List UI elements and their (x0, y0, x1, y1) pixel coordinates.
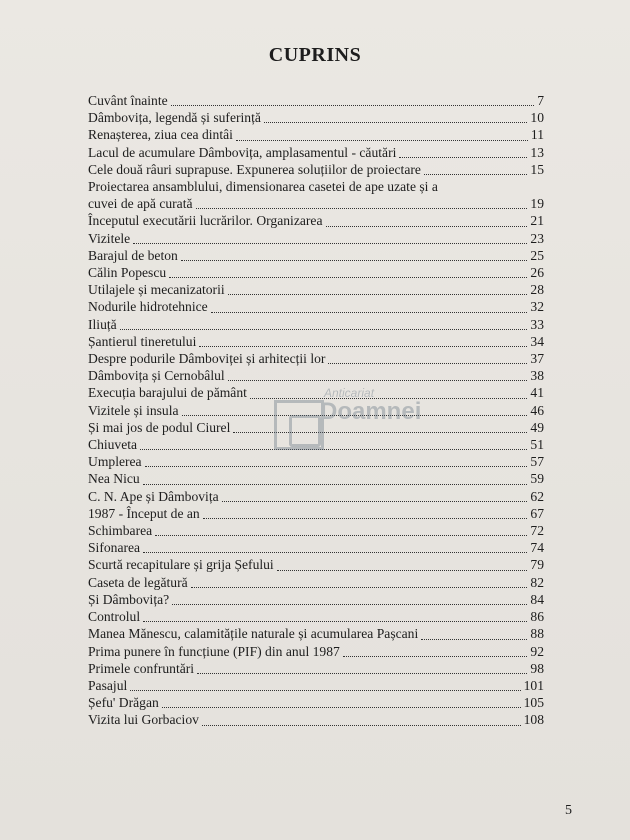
toc-entry-page: 7 (537, 93, 544, 108)
dot-leader (343, 656, 528, 657)
toc-entry (88, 711, 544, 728)
toc-entry (88, 178, 544, 212)
dot-leader (143, 552, 527, 553)
dot-leader (155, 535, 527, 536)
toc-entry-title: Despre podurile Dâmboviței și arhitecții lor (88, 351, 326, 367)
toc-entry-title-line1: Proiectarea ansamblului, dimensionarea casetei de ape uzate și a (88, 179, 438, 195)
toc-entry (88, 281, 544, 298)
toc-entry (88, 694, 544, 711)
dot-leader (228, 380, 528, 381)
dot-leader (236, 140, 528, 141)
dot-leader (211, 312, 528, 313)
page-number: 5 (565, 803, 572, 818)
toc-entry (88, 316, 544, 333)
toc-entry-page: 21 (530, 213, 544, 229)
toc-entry (88, 488, 544, 505)
toc-entry-page: 57 (530, 454, 544, 470)
toc-entry-title: C. N. Ape și Dâmbovița (88, 488, 219, 504)
toc-entry-page: 108 (523, 712, 544, 728)
page-title: CUPRINS (268, 44, 362, 66)
toc-entry-title: Chiuveta (88, 437, 138, 453)
dot-leader (133, 243, 527, 244)
watermark-big-text: Doamnei (320, 398, 422, 425)
toc-entry-page: 25 (530, 247, 544, 263)
dot-leader (228, 294, 528, 295)
toc-entry-title: Nea Nicu (88, 471, 140, 487)
toc-entry-title: Primele confruntări (88, 660, 195, 676)
toc-entry-page: 34 (530, 333, 544, 349)
toc-entry-page: 41 (530, 385, 544, 401)
toc-entry-page: 23 (530, 230, 544, 246)
toc-entry-title: Dâmbovița și Cernobâlul (88, 368, 225, 384)
toc-entry-page: 19 (530, 196, 544, 212)
toc-entry (88, 109, 544, 126)
toc-entry-page: 38 (530, 368, 544, 384)
toc-entry (88, 161, 544, 178)
watermark-small-text: Anticariat (324, 386, 375, 400)
toc-entry-title: Și Dâmbovița? (88, 591, 170, 607)
toc-entry-page: 74 (530, 540, 544, 556)
toc-entry-page: 15 (530, 161, 544, 177)
toc-entry (88, 333, 544, 350)
toc-entry (88, 643, 544, 660)
dot-leader (120, 329, 528, 330)
toc-entry-page: 98 (530, 660, 544, 676)
toc-entry-title: Vizitele și insula (88, 402, 179, 418)
toc-entry (88, 677, 544, 694)
toc-entry-title: Caseta de legătură (88, 574, 188, 590)
toc-entry-title: Șantierul tineretului (88, 333, 197, 349)
toc-entry-page: 11 (530, 127, 544, 143)
dot-leader (196, 208, 528, 209)
toc-entry (88, 212, 544, 229)
toc-entry-title: Prima punere în funcțiune (PIF) din anul 1987 (88, 643, 340, 659)
toc-entry (88, 660, 544, 677)
toc-entry (88, 92, 544, 109)
toc-entry (88, 126, 544, 143)
dot-leader (197, 673, 527, 674)
toc-entry-page: 92 (530, 643, 544, 659)
toc-entry-title: Dâmbovița, legendă și suferință (88, 110, 261, 126)
toc-entry (88, 505, 544, 522)
toc-entry-title: 1987 - Început de an (88, 505, 200, 521)
toc-entry (88, 522, 544, 539)
toc-entry-title: Începutul executării lucrărilor. Organizarea (88, 213, 323, 229)
toc-entry (88, 470, 544, 487)
dot-leader (172, 604, 527, 605)
dot-leader (202, 725, 521, 726)
toc-entry-title: Schimbarea (88, 523, 153, 539)
toc-entry-page: 49 (530, 419, 544, 435)
toc-entry-page: 46 (530, 402, 544, 418)
toc-entry (88, 298, 544, 315)
toc-entry-page: 13 (530, 144, 544, 160)
toc-entry-title: Iliuță (88, 316, 117, 332)
toc-entry (88, 247, 544, 264)
toc-entry-title: Lacul de acumulare Dâmbovița, amplasamentul - căutări (88, 144, 397, 160)
toc-entry-title: Vizitele (88, 230, 131, 246)
toc-entry-page: 72 (530, 523, 544, 539)
toc-entry-title: Barajul de beton (88, 247, 178, 263)
toc-entry-title: Șefu' Drăgan (88, 695, 159, 711)
dot-leader (143, 484, 528, 485)
dot-leader (199, 346, 527, 347)
toc-entry-title: Controlul (88, 609, 141, 625)
toc-entry-title: Renașterea, ziua cea dintâi (88, 127, 233, 143)
toc-entry-page: 105 (523, 695, 544, 711)
toc-entry-page: 62 (530, 488, 544, 504)
dot-leader (162, 707, 521, 708)
toc-entry (88, 574, 544, 591)
toc-entry (88, 608, 544, 625)
toc-entry (88, 591, 544, 608)
toc-entry-title: Utilajele și mecanizatorii (88, 282, 225, 298)
toc-entry (88, 539, 544, 556)
dot-leader (171, 105, 535, 106)
dot-leader (143, 621, 527, 622)
toc-entry-page: 79 (530, 557, 544, 573)
toc-entry-title: Cele două râuri suprapuse. Expunerea soluțiilor de proiectare (88, 161, 421, 177)
toc-entry-page: 88 (530, 626, 544, 642)
watermark (274, 386, 434, 456)
dot-leader (328, 363, 527, 364)
dot-leader (203, 518, 528, 519)
toc-entry-page: 28 (530, 282, 544, 298)
toc-entry (88, 556, 544, 573)
toc-entry-title: Sifonarea (88, 540, 141, 556)
toc-entry-page: 101 (523, 677, 544, 693)
toc-entry-title: cuvei de apă curată (88, 196, 193, 212)
toc-entry-title: Vizita lui Gorbaciov (88, 712, 199, 728)
dot-leader (169, 277, 527, 278)
toc-entry-page: 10 (530, 110, 544, 126)
dot-leader (191, 587, 528, 588)
dot-leader (277, 570, 528, 571)
dot-leader (181, 260, 528, 261)
dot-leader (222, 501, 528, 502)
toc-entry-title: Nodurile hidrotehnice (88, 299, 208, 315)
toc-entry-page: 84 (530, 591, 544, 607)
toc-entry-title: Cuvânt înainte (88, 93, 168, 108)
toc-entry-title: Și mai jos de podul Ciurel (88, 419, 231, 435)
toc-entry (88, 230, 544, 247)
toc-entry-title: Pasajul (88, 677, 128, 693)
toc-entry (88, 144, 544, 161)
dot-leader (421, 639, 527, 640)
dot-leader (326, 226, 528, 227)
dot-leader (145, 466, 528, 467)
toc-entry (88, 264, 544, 281)
toc-entry (88, 350, 544, 367)
toc-entry-page: 59 (530, 471, 544, 487)
toc-entry-page: 67 (530, 505, 544, 521)
toc-entry-page: 26 (530, 265, 544, 281)
toc-entry-page: 51 (530, 437, 544, 453)
dot-leader (399, 157, 527, 158)
toc-entry-page: 37 (530, 351, 544, 367)
toc-entry-page: 82 (530, 574, 544, 590)
toc-entry-title: Călin Popescu (88, 265, 167, 281)
toc-entry (88, 625, 544, 642)
toc-entry (88, 367, 544, 384)
toc-entry-title: Scurtă recapitulare și grija Șefului (88, 557, 274, 573)
toc-entry-page: 32 (530, 299, 544, 315)
toc-entry-page: 33 (530, 316, 544, 332)
dot-leader (130, 690, 520, 691)
toc-entry-title: Umplerea (88, 454, 142, 470)
toc-entry-title: Execuția barajului de pământ (88, 385, 247, 401)
watermark-logo-icon (274, 400, 324, 450)
dot-leader (264, 122, 528, 123)
dot-leader (424, 174, 527, 175)
toc-entry-title: Manea Mănescu, calamitățile naturale și acumularea Pașcani (88, 626, 419, 642)
toc-entry-page: 86 (530, 609, 544, 625)
